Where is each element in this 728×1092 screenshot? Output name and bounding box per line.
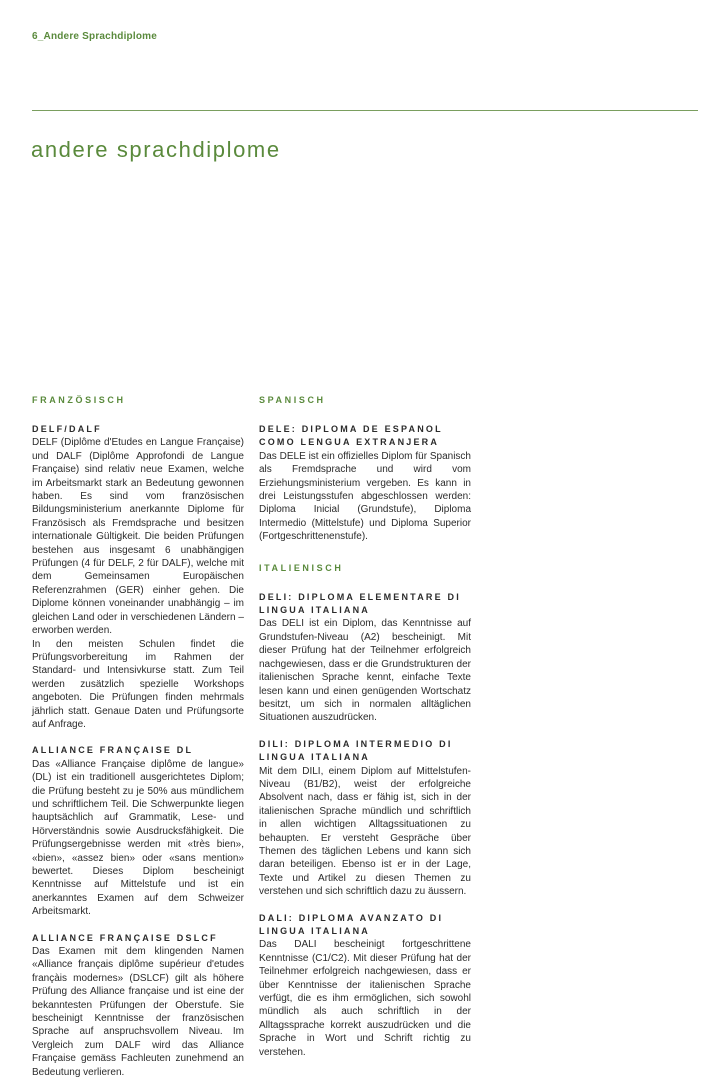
delf-dalf-paragraph-2: In den meisten Schulen findet die Prüfungsvorbereitung im Rahmen der Standard- und Intensivkurse statt. Zum Teil werden zusätzlich spezielle Workshops angeboten. Die Prüfungen finden mehrmals jährlich statt. Genaue Daten und Prüfungsorte auf Anfrage. (32, 638, 244, 730)
dele-heading: DELE: DIPLOMA DE ESPANOL COMO LENGUA EXTRANJERA (259, 424, 443, 448)
dili-heading: DILI: DIPLOMA INTERMEDIO DI LINGUA ITALIANA (259, 738, 453, 763)
left-column (32, 394, 244, 1092)
deli-heading: DELI: DIPLOMA ELEMENTARE DI LINGUA ITALIANA (259, 591, 461, 616)
dele-block (259, 423, 471, 544)
section-heading-franzoesisch: FRANZÖSISCH (32, 395, 126, 405)
deli-paragraph: Das DELI ist ein Diplom, das Kenntnisse auf Grundstufen-Niveau (A2) bescheinigt. Mit dieser Prüfung hat der Teilnehmer erfolgreich nachgewiesen, dass er die Grundstrukturen der italienischen Sprache kennt, einfache Texte lesen kann und einen genügenden Wortschatz besitzt, um sich in normalen alltäglichen Situationen auszudrücken. (259, 618, 471, 724)
delf-dalf-heading: DELF/DALF (32, 424, 102, 434)
section-heading-italienisch: ITALIENISCH (259, 562, 344, 573)
page-title: andere sprachdiplome (31, 136, 281, 162)
dili-block (259, 738, 471, 899)
deli-block (259, 591, 471, 725)
alliance-dslcf-paragraph: Das Examen mit dem klingenden Namen «Alliance français diplôme supérieur d'etudes françàis modernes» (DSLCF) gilt als höhere Prüfung des Alliance française und ist eine der bekanntesten Prüfungen der Oberstufe. Sie bescheinigt Kenntnisse der französischen Sprache auf anspruchsvollem Niveau. Im Vergleich zum DALF wird das Alliance Française gemäss Fachleuten zunehmend an Bedeutung verlieren. (32, 946, 244, 1078)
delf-dalf-block (32, 423, 244, 731)
section-heading-spanisch: SPANISCH (259, 395, 326, 405)
alliance-dl-paragraph: Das «Alliance Française diplôme de langue» (DL) ist ein traditionell ausgerichtetes Diplom; die Prüfung besteht zu je 50% aus mündlichem und schriftlichem Teil. Die Schwerpunkte liegen hauptsächlich auf Grammatik, Lese- und Hörverständnis sowie Ausdrucksfähigkeit. Die Prüfungsergebnisse werden mit «très bien», «bien», «assez bien» oder «sans mention» bewertet. Dieses Diplom bescheinigt Kenntnisse auf Mittelstufe und ist ein anerkanntes Examen auf dem Schweizer Arbeitsmarkt. (32, 758, 244, 918)
dele-paragraph: Das DELE ist ein offizielles Diplom für Spanisch als Fremdsprache und wird vom Erziehungsministerium vergeben. Es kann in drei Leistungsstufen abgeschlossen werden: Diploma Inicial (Grundstufe), Diploma Intermedio (Mittelstufe) und Diploma Superior (Fortgeschrittenenstufe). (259, 450, 471, 543)
dali-block (259, 912, 471, 1059)
dali-paragraph: Das DALI bescheinigt fortgeschrittene Kenntnisse (C1/C2). Mit dieser Prüfung hat der Teilnehmer erfolgreich nachgewiesen, dass er über Kenntnisse der italienischen Sprache verfügt, die es ihm ermöglichen, sich sowohl mündlich als auch schriftlich in der Alltagssprache korrekt auszudrücken und die Sprache in Wort und Schrift richtig zu verstehen. (259, 939, 471, 1058)
alliance-dslcf-heading: ALLIANCE FRANÇAISE DSLCF (32, 932, 218, 943)
right-column (259, 394, 471, 1072)
header-divider (32, 110, 698, 111)
dali-heading: DALI: DIPLOMA AVANZATO DI LINGUA ITALIANA (259, 912, 444, 936)
dili-paragraph: Mit dem DILI, einem Diplom auf Mittelstufen-Niveau (B1/B2), weist der erfolgreiche Absolvent nach, dass er fähig ist, sich in der italienischen Sprache mündlich und schriftlich in allen wichtigen Alltagssituationen zu behaupten. Er versteht Gespräche über Themen des täglichen Lebens und kann sich daran beteiligen. Ebenso ist er in der Lage, Texte und Artikel zu diesen Themen zu verstehen und sich schriftlich dazu zu äussern. (259, 765, 471, 898)
running-title: 6_Andere Sprachdiplome (32, 31, 157, 42)
alliance-dl-heading: ALLIANCE FRANÇAISE DL (32, 745, 194, 756)
alliance-dslcf-block (32, 932, 244, 1079)
alliance-dl-block (32, 744, 244, 918)
delf-dalf-paragraph-1: DELF (Diplôme d'Etudes en Langue Française) und DALF (Diplôme Approfondi de Langue Française) sind relativ neue Examen, welche im Arbeitsmarkt stark an Bedeutung gewonnen haben. Es sind vom französischen Bildungsministerium anerkannte Diplome für Französisch als Fremdsprache und besitzen internationale Gültigkeit. Die beiden Prüfungen bestehen aus insgesamt 6 unabhängigen Prüfungen (4 für DELF, 2 für DALF), welche mit dem Gemeinsamen Europäischen Referenzrahmen (GER) einher gehen. Die Diplome können voneinander unabhängig – im gleichen Land oder in verschiedenen Ländern – erworben werden. (32, 437, 244, 637)
